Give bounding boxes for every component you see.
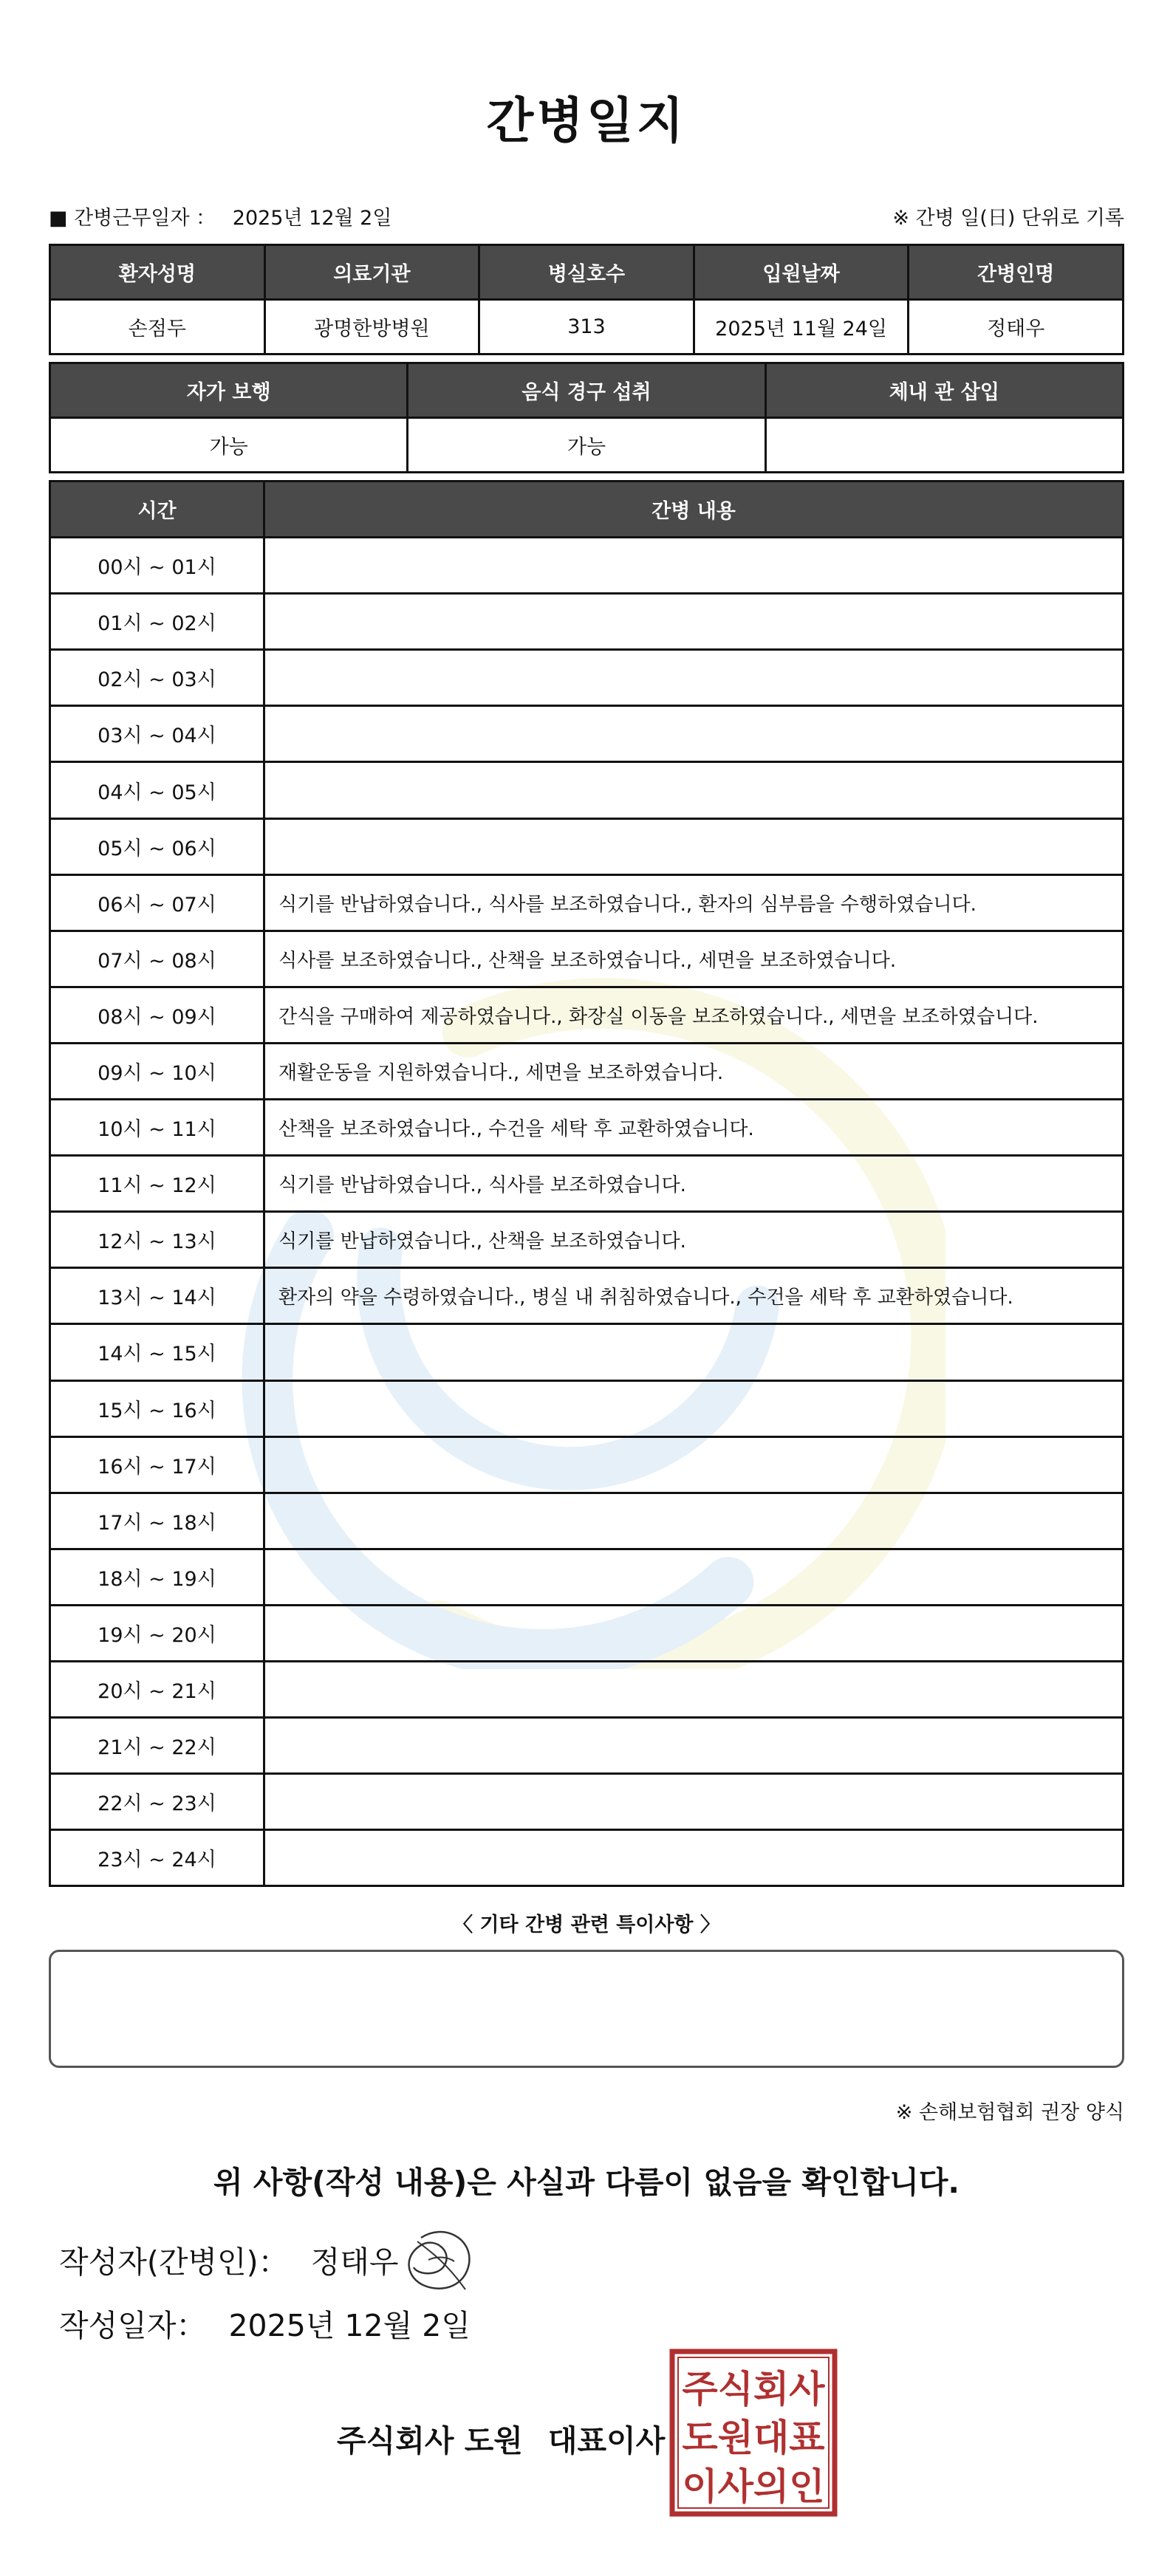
log-content-cell bbox=[264, 1436, 1124, 1493]
patient-name: 손점두 bbox=[50, 300, 265, 354]
log-time-cell: 02시 ~ 03시 bbox=[50, 650, 264, 706]
admission-date: 2025년 11월 24일 bbox=[694, 300, 909, 354]
writer-label: 작성자(간병인)： bbox=[59, 2244, 289, 2280]
self-walking-value: 가능 bbox=[50, 418, 408, 473]
company-role: 대표이사 bbox=[547, 2423, 666, 2459]
status-header-cell: 자가 보행 bbox=[50, 363, 408, 418]
log-time-cell: 00시 ~ 01시 bbox=[50, 538, 264, 594]
log-row bbox=[50, 1043, 1124, 1099]
log-time-cell: 01시 ~ 02시 bbox=[50, 594, 264, 650]
log-time-cell: 10시 ~ 11시 bbox=[50, 1100, 264, 1156]
patient-header-cell: 간병인명 bbox=[909, 245, 1124, 300]
log-time-cell: 07시 ~ 08시 bbox=[50, 931, 264, 987]
hospital-name: 광명한방병원 bbox=[264, 300, 479, 354]
log-time-cell: 23시 ~ 24시 bbox=[50, 1830, 264, 1886]
log-row bbox=[50, 1100, 1124, 1156]
log-content-cell bbox=[264, 1493, 1124, 1549]
log-time-cell: 06시 ~ 07시 bbox=[50, 874, 264, 931]
log-time-cell: 03시 ~ 04시 bbox=[50, 706, 264, 762]
write-date-line bbox=[59, 2301, 471, 2345]
write-date-value: 2025년 12월 2일 bbox=[228, 2308, 471, 2343]
content-header: 간병 내용 bbox=[264, 482, 1124, 538]
patient-header-cell: 병실호수 bbox=[479, 245, 694, 300]
patient-header-cell: 환자성명 bbox=[50, 245, 265, 300]
work-date-label: ■ 간병근무일자 ： bbox=[49, 207, 216, 230]
log-row bbox=[50, 1324, 1124, 1380]
log-content-cell bbox=[264, 1549, 1124, 1605]
log-row bbox=[50, 762, 1124, 818]
log-row bbox=[50, 1493, 1124, 1549]
log-row bbox=[50, 931, 1124, 987]
log-row bbox=[50, 818, 1124, 874]
log-content-cell bbox=[264, 762, 1124, 818]
log-content-cell bbox=[264, 1774, 1124, 1830]
writer-line bbox=[59, 2238, 398, 2281]
status-header-row bbox=[50, 363, 1124, 418]
log-content-cell: 식기를 반납하였습니다., 식사를 보조하였습니다., 환자의 심부름을 수행하였습니다. bbox=[264, 874, 1124, 931]
log-time-cell: 05시 ~ 06시 bbox=[50, 818, 264, 874]
log-content-cell bbox=[264, 706, 1124, 762]
company-seal-icon bbox=[669, 2349, 838, 2517]
log-row bbox=[50, 1718, 1124, 1774]
log-content-cell bbox=[264, 818, 1124, 874]
log-content-cell bbox=[264, 1380, 1124, 1436]
document-title: 간병일지 bbox=[486, 92, 687, 149]
room-number: 313 bbox=[479, 300, 694, 354]
record-note: ※ 간병 일(日) 단위로 기록 bbox=[892, 207, 1124, 230]
company-name: 주식회사 도원 bbox=[337, 2423, 523, 2459]
patient-value-row bbox=[50, 300, 1124, 354]
log-time-cell: 22시 ~ 23시 bbox=[50, 1774, 264, 1830]
care-log-table bbox=[49, 480, 1124, 1887]
log-body bbox=[50, 538, 1124, 1886]
special-notes-title: 〈 기타 간병 관련 특이사항 〉 bbox=[453, 1914, 720, 1936]
special-notes-box bbox=[49, 1950, 1124, 2068]
log-header-row bbox=[50, 482, 1124, 538]
patient-header-cell: 입원날짜 bbox=[694, 245, 909, 300]
log-time-cell: 08시 ~ 09시 bbox=[50, 987, 264, 1043]
oral-intake-value: 가능 bbox=[408, 418, 765, 473]
log-row bbox=[50, 1549, 1124, 1605]
log-time-cell: 19시 ~ 20시 bbox=[50, 1605, 264, 1661]
log-time-cell: 04시 ~ 05시 bbox=[50, 762, 264, 818]
log-row bbox=[50, 1436, 1124, 1493]
log-row bbox=[50, 1830, 1124, 1886]
log-content-cell bbox=[264, 1830, 1124, 1886]
log-content-cell: 환자의 약을 수령하였습니다., 병실 내 취침하였습니다., 수건을 세탁 후 교환하였습니다. bbox=[264, 1268, 1124, 1324]
writer-name: 정태우 bbox=[310, 2244, 399, 2280]
log-time-cell: 11시 ~ 12시 bbox=[50, 1156, 264, 1212]
log-row bbox=[50, 1156, 1124, 1212]
patient-header-row bbox=[50, 245, 1124, 300]
log-time-cell: 16시 ~ 17시 bbox=[50, 1436, 264, 1493]
company-line bbox=[337, 2416, 665, 2460]
patient-status-table bbox=[49, 362, 1124, 473]
log-content-cell bbox=[264, 538, 1124, 594]
seal-line: 도원대표 bbox=[682, 2416, 825, 2459]
log-row bbox=[50, 538, 1124, 594]
signature-icon bbox=[391, 2223, 488, 2297]
log-content-cell bbox=[264, 1605, 1124, 1661]
log-content-cell: 산책을 보조하였습니다., 수건을 세탁 후 교환하였습니다. bbox=[264, 1100, 1124, 1156]
write-date-label: 작성일자： bbox=[59, 2308, 207, 2343]
log-content-cell bbox=[264, 650, 1124, 706]
tube-insertion-value bbox=[765, 418, 1123, 473]
log-content-cell: 재활운동을 지원하였습니다., 세면을 보조하였습니다. bbox=[264, 1043, 1124, 1099]
caregiver-name: 정태우 bbox=[909, 300, 1124, 354]
confirmation-statement: 위 사항(작성 내용)은 사실과 다름이 없음을 확인합니다. bbox=[213, 2165, 960, 2200]
log-row bbox=[50, 706, 1124, 762]
log-time-cell: 20시 ~ 21시 bbox=[50, 1661, 264, 1717]
log-content-cell bbox=[264, 1324, 1124, 1380]
log-content-cell: 식기를 반납하였습니다., 식사를 보조하였습니다. bbox=[264, 1156, 1124, 1212]
status-value-row bbox=[50, 418, 1124, 473]
status-header-cell: 음식 경구 섭취 bbox=[408, 363, 765, 418]
log-content-cell bbox=[264, 1661, 1124, 1717]
seal-line: 이사의인 bbox=[682, 2465, 825, 2508]
time-header: 시간 bbox=[50, 482, 264, 538]
log-time-cell: 18시 ~ 19시 bbox=[50, 1549, 264, 1605]
log-row bbox=[50, 594, 1124, 650]
log-row bbox=[50, 987, 1124, 1043]
log-content-cell bbox=[264, 594, 1124, 650]
log-row bbox=[50, 1212, 1124, 1268]
log-content-cell: 간식을 구매하여 제공하였습니다., 화장실 이동을 보조하였습니다., 세면을 보조하였습니다. bbox=[264, 987, 1124, 1043]
status-header-cell: 체내 관 삽입 bbox=[765, 363, 1123, 418]
log-content-cell bbox=[264, 1718, 1124, 1774]
log-row bbox=[50, 1661, 1124, 1717]
log-row bbox=[50, 1268, 1124, 1324]
log-time-cell: 09시 ~ 10시 bbox=[50, 1043, 264, 1099]
log-time-cell: 14시 ~ 15시 bbox=[50, 1324, 264, 1380]
log-content-cell: 식사를 보조하였습니다., 산책을 보조하였습니다., 세면을 보조하였습니다. bbox=[264, 931, 1124, 987]
recommend-note: ※ 손해보험협회 권장 양식 bbox=[895, 2101, 1124, 2124]
seal-line: 주식회사 bbox=[682, 2368, 825, 2411]
work-date bbox=[49, 202, 391, 230]
log-row bbox=[50, 1774, 1124, 1830]
log-time-cell: 21시 ~ 22시 bbox=[50, 1718, 264, 1774]
log-content-cell: 식기를 반납하였습니다., 산책을 보조하였습니다. bbox=[264, 1212, 1124, 1268]
log-time-cell: 13시 ~ 14시 bbox=[50, 1268, 264, 1324]
log-time-cell: 15시 ~ 16시 bbox=[50, 1380, 264, 1436]
patient-info-table bbox=[49, 244, 1124, 355]
work-date-value: 2025년 12월 2일 bbox=[232, 207, 392, 230]
log-time-cell: 12시 ~ 13시 bbox=[50, 1212, 264, 1268]
log-row bbox=[50, 1380, 1124, 1436]
log-row bbox=[50, 874, 1124, 931]
log-row bbox=[50, 650, 1124, 706]
log-row bbox=[50, 1605, 1124, 1661]
log-time-cell: 17시 ~ 18시 bbox=[50, 1493, 264, 1549]
patient-header-cell: 의료기관 bbox=[264, 245, 479, 300]
